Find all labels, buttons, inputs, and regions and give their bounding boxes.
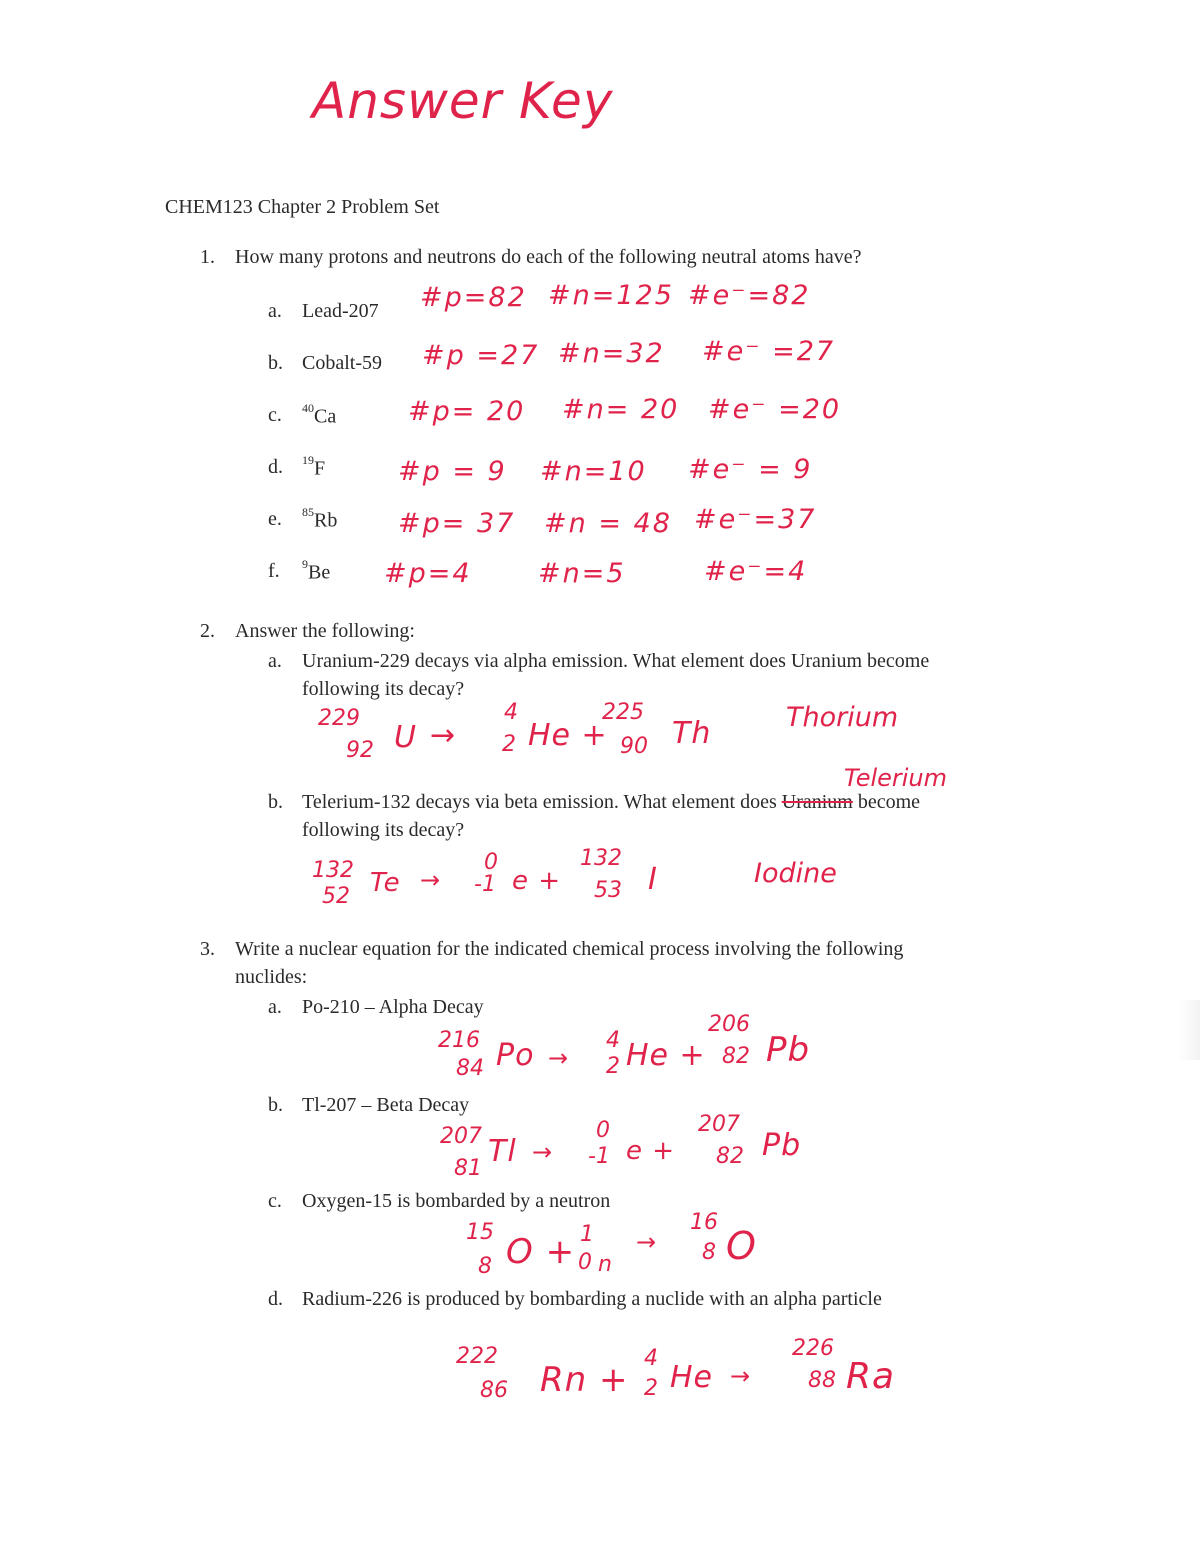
q3c-eq-mass2: 1 <box>580 1222 594 1247</box>
q3d-eq-symbol3: Ra <box>846 1356 896 1397</box>
q1a-letter: a. <box>268 300 282 322</box>
document-title: CHEM123 Chapter 2 Problem Set <box>165 196 440 218</box>
q2b-eq-mass3: 132 <box>580 846 622 871</box>
q1d-letter: d. <box>268 456 283 478</box>
q2a-eq-atomic2: 2 <box>502 732 516 757</box>
q2b-eq-symbol3: I <box>648 862 658 897</box>
q1b-letter: b. <box>268 352 283 374</box>
q1d-neutrons: #n=10 <box>540 456 647 487</box>
q1d-protons: #p = 9 <box>398 456 507 487</box>
q2a-eq-symbol3: Th <box>672 716 712 751</box>
q3-line2: nuclides: <box>235 966 308 988</box>
q1f-letter: f. <box>268 560 280 582</box>
q2a-eq-mass1: 229 <box>318 706 360 731</box>
q3d-eq-atomic3: 88 <box>808 1368 836 1393</box>
q3a-eq-atomic1: 84 <box>456 1056 484 1081</box>
q3d-eq-mass1: 222 <box>456 1344 498 1369</box>
q2b-eq-arrow: → <box>420 866 442 894</box>
q2a-eq-symbol1: U <box>394 720 417 755</box>
q3a-eq-atomic3: 82 <box>722 1044 750 1069</box>
q3b-eq-mass1: 207 <box>440 1124 482 1149</box>
q3c-eq-symbol2: n <box>598 1252 612 1277</box>
q3c-eq-symbol1: O + <box>506 1232 576 1272</box>
q3a-eq-symbol2: He + <box>626 1038 706 1073</box>
q2b-eq-atomic2: -1 <box>474 872 496 897</box>
q1f-protons: #p=4 <box>384 558 472 589</box>
q1a-protons: #p=82 <box>420 282 527 313</box>
q1-text: How many protons and neutrons do each of the following neutral atoms have? <box>235 246 862 268</box>
q2a-letter: a. <box>268 650 282 672</box>
q3a-letter: a. <box>268 996 282 1018</box>
q1a-electrons: #e⁻=82 <box>688 280 811 311</box>
q2a-eq-arrow: → <box>430 718 457 753</box>
q1e-letter: e. <box>268 508 282 530</box>
q2b-eq-symbol1: Te <box>370 868 401 898</box>
q3b-eq-symbol2: e + <box>626 1136 676 1166</box>
q3b-eq-arrow: → <box>532 1138 554 1166</box>
q3d-letter: d. <box>268 1288 283 1310</box>
q2b-eq-mass2: 0 <box>484 850 498 875</box>
q3d-eq-mass3: 226 <box>792 1336 834 1361</box>
q2-number: 2. <box>200 620 215 642</box>
scan-artifact <box>1178 1000 1200 1060</box>
q1a-label: Lead-207 <box>302 300 379 322</box>
q3a-eq-atomic2: 2 <box>606 1054 620 1079</box>
q2b-eq-mass1: 132 <box>312 858 354 883</box>
q3a-eq-mass1: 216 <box>438 1028 480 1053</box>
q3c-eq-mass3: 16 <box>690 1210 718 1235</box>
q3-number: 3. <box>200 938 215 960</box>
q1c-protons: #p= 20 <box>408 396 526 427</box>
q3c-eq-atomic2: 0 <box>578 1250 592 1275</box>
q3b-eq-mass3: 207 <box>698 1112 740 1137</box>
q3b-eq-symbol1: Tl <box>488 1134 517 1169</box>
q2-text: Answer the following: <box>235 620 415 642</box>
q2a-eq-atomic1: 92 <box>346 738 374 763</box>
q2a-line1: Uranium-229 decays via alpha emission. What element does Uranium become <box>302 650 930 672</box>
q2b-correction: Telerium <box>844 764 948 792</box>
q3d-eq-atomic2: 2 <box>644 1376 658 1401</box>
q1c-neutrons: #n= 20 <box>562 394 680 425</box>
q3b-text: Tl-207 – Beta Decay <box>302 1094 470 1116</box>
q2a-answer: Thorium <box>786 702 899 733</box>
q3c-eq-arrow: → <box>636 1228 658 1256</box>
q1b-electrons: #e⁻ =27 <box>702 336 836 367</box>
q1f-neutrons: #n=5 <box>538 558 626 589</box>
q3c-eq-atomic3: 8 <box>702 1240 716 1265</box>
q3b-letter: b. <box>268 1094 283 1116</box>
q1f-nuclide: $^9$Be <box>302 557 331 584</box>
q3b-eq-atomic2: -1 <box>588 1144 610 1169</box>
q3a-eq-mass2: 4 <box>606 1028 620 1053</box>
q1d-electrons: #e⁻ = 9 <box>688 454 813 485</box>
q3b-eq-atomic1: 81 <box>454 1156 482 1181</box>
q1c-electrons: #e⁻ =20 <box>708 394 842 425</box>
q1-number: 1. <box>200 246 215 268</box>
q3d-eq-arrow: → <box>730 1362 752 1390</box>
q3d-eq-mass2: 4 <box>644 1346 658 1371</box>
q3c-eq-symbol3: O <box>726 1224 757 1268</box>
q3d-text: Radium-226 is produced by bombarding a nuclide with an alpha particle <box>302 1288 882 1310</box>
q2b-line2: following its decay? <box>302 819 465 841</box>
q3b-eq-atomic3: 82 <box>716 1144 744 1169</box>
q1d-nuclide: $^{19}$F <box>302 453 326 480</box>
q2a-eq-atomic3: 90 <box>620 734 648 759</box>
q1e-nuclide: $^{85}$Rb <box>302 505 338 532</box>
q2b-letter: b. <box>268 791 283 813</box>
q1f-electrons: #e⁻=4 <box>704 556 808 587</box>
q3a-eq-mass3: 206 <box>708 1012 750 1037</box>
q2a-eq-mass3: 225 <box>602 700 644 725</box>
q1a-neutrons: #n=125 <box>548 280 674 311</box>
q3d-eq-symbol2: He <box>670 1360 714 1395</box>
q3a-eq-symbol1: Po <box>496 1038 535 1073</box>
q3d-eq-atomic1: 86 <box>480 1378 508 1403</box>
q1b-protons: #p =27 <box>422 340 540 371</box>
answer-key-title: Answer Key <box>312 72 614 130</box>
q3b-eq-mass2: 0 <box>596 1118 610 1143</box>
q2b-eq-atomic3: 53 <box>594 878 622 903</box>
q2b-line1: Telerium-132 decays via beta emission. What element does Uranium become <box>302 791 921 813</box>
q3c-text: Oxygen-15 is bombarded by a neutron <box>302 1190 611 1212</box>
q2a-eq-symbol2: He + <box>528 718 608 753</box>
q1e-protons: #p= 37 <box>398 508 516 539</box>
q1e-electrons: #e⁻=37 <box>694 504 817 535</box>
q1b-neutrons: #n=32 <box>558 338 665 369</box>
q3a-eq-arrow: → <box>548 1044 570 1072</box>
q3c-letter: c. <box>268 1190 282 1212</box>
q3a-eq-symbol3: Pb <box>766 1030 811 1070</box>
q3d-eq-symbol1: Rn + <box>540 1360 629 1400</box>
q1b-label: Cobalt-59 <box>302 352 382 374</box>
q1e-neutrons: #n = 48 <box>544 508 672 539</box>
q3b-eq-symbol3: Pb <box>762 1128 802 1163</box>
struck-word: Uranium <box>781 791 853 813</box>
q3c-eq-atomic1: 8 <box>478 1254 492 1279</box>
q3a-text: Po-210 – Alpha Decay <box>302 996 484 1018</box>
q2b-eq-symbol2: e + <box>512 866 562 896</box>
q2b-answer: Iodine <box>754 858 837 889</box>
q3-line1: Write a nuclear equation for the indicated chemical process involving the following <box>235 938 904 960</box>
q1c-letter: c. <box>268 404 282 426</box>
q2b-eq-atomic1: 52 <box>322 884 350 909</box>
q2a-line2: following its decay? <box>302 678 465 700</box>
q2a-eq-mass2: 4 <box>504 700 518 725</box>
q3c-eq-mass1: 15 <box>466 1220 494 1245</box>
q1c-nuclide: $^{40}$Ca <box>302 401 337 428</box>
